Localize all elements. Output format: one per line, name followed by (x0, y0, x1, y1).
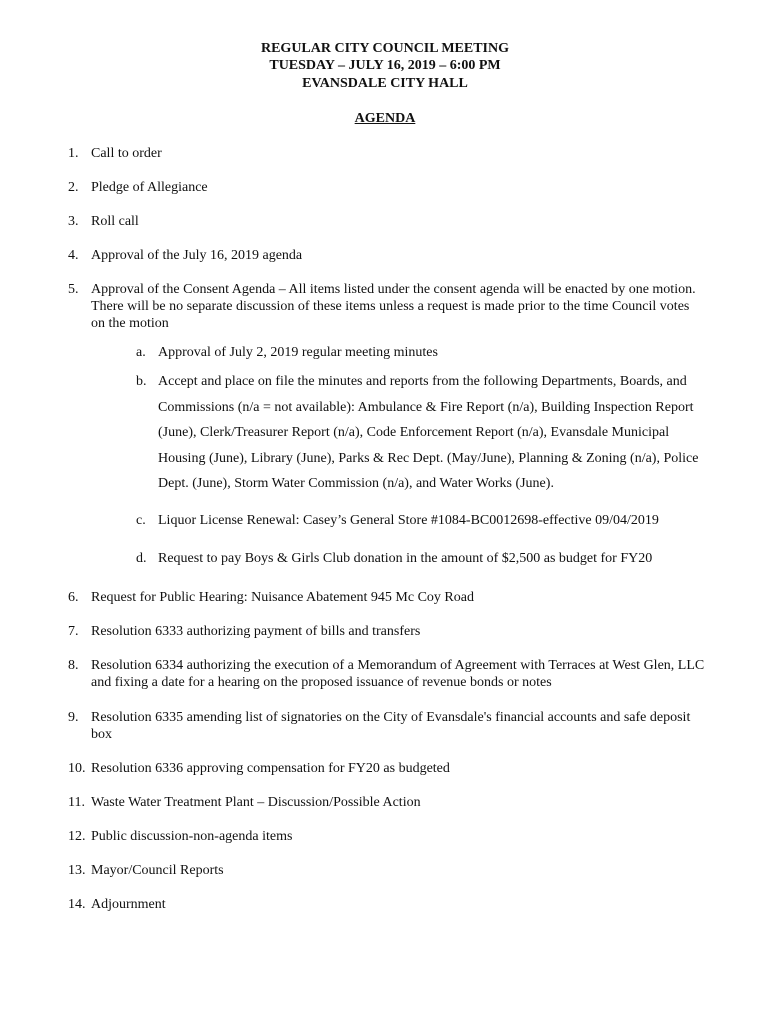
meeting-location: EVANSDALE CITY HALL (302, 76, 468, 91)
subitem-text-line: Commissions (n/a = not available): Ambulance & Fire Report (n/a), Building Inspection Report (158, 399, 694, 415)
item-number: 4. (68, 248, 79, 263)
item-text: Adjournment (91, 897, 166, 912)
meeting-title: REGULAR CITY COUNCIL MEETING (260, 41, 509, 56)
item-number: 9. (68, 710, 79, 725)
item-number: 7. (68, 624, 79, 639)
agenda-heading: AGENDA (354, 111, 416, 126)
subitem-letter: d. (136, 551, 147, 566)
item-text: Resolution 6336 approving compensation for FY20 as budgeted (91, 761, 450, 776)
item-text-line: Resolution 6334 authorizing the execution of a Memorandum of Agreement with Terraces at West Glen, LLC (91, 658, 705, 673)
item-number: 3. (68, 214, 79, 229)
item-number: 5. (68, 282, 79, 297)
item-text: Approval of the July 16, 2019 agenda (91, 248, 303, 263)
subitem-letter: b. (136, 374, 147, 389)
subitem-letter: a. (136, 345, 146, 360)
item-text-line: box (91, 727, 112, 742)
subitem-text-line: Liquor License Renewal: Casey’s General Store #1084-BC0012698-effective 09/04/2019 (158, 513, 659, 528)
item-number: 2. (68, 180, 79, 195)
meeting-datetime: TUESDAY – JULY 16, 2019 – 6:00 PM (269, 58, 501, 73)
item-text: Call to order (91, 146, 162, 161)
item-number: 13. (68, 863, 86, 878)
item-text: Resolution 6333 authorizing payment of bills and transfers (91, 624, 421, 639)
item-number: 1. (68, 146, 79, 161)
item-number: 6. (68, 590, 79, 605)
subitem-text-line: Request to pay Boys & Girls Club donation in the amount of $2,500 as budget for FY20 (158, 551, 653, 566)
item-number: 12. (68, 829, 86, 844)
item-text: Pledge of Allegiance (91, 180, 208, 195)
subitem-letter: c. (136, 513, 146, 528)
item-text: Waste Water Treatment Plant – Discussion/Possible Action (91, 795, 421, 810)
item-text: Roll call (91, 214, 139, 229)
item-text: Request for Public Hearing: Nuisance Abatement 945 Mc Coy Road (91, 590, 474, 605)
item-text-line: There will be no separate discussion of these items unless a request is made prior to the time Council votes (91, 299, 690, 314)
item-text-line: and fixing a date for a hearing on the proposed issuance of revenue bonds or notes (91, 675, 552, 690)
item-text-line: Approval of the Consent Agenda – All items listed under the consent agenda will be enacted by one motion. (91, 282, 696, 297)
item-text-line: on the motion (91, 316, 169, 331)
subitem-text-line: Accept and place on file the minutes and reports from the following Departments, Boards, and (158, 374, 687, 389)
item-number: 14. (68, 897, 86, 912)
item-text: Mayor/Council Reports (91, 863, 224, 878)
item-number: 10. (68, 761, 86, 776)
item-text-line: Resolution 6335 amending list of signatories on the City of Evansdale's financial accounts and safe deposit (91, 710, 691, 725)
subitem-text-line: Housing (June), Library (June), Parks & Rec Dept. (May/June), Planning & Zoning (n/a), Police (158, 450, 699, 466)
item-number: 11. (68, 795, 85, 810)
subitem-text-line: Approval of July 2, 2019 regular meeting minutes (158, 345, 438, 360)
item-text: Public discussion-non-agenda items (91, 829, 293, 844)
subitem-text-line: Dept. (June), Storm Water Commission (n/a), and Water Works (June). (158, 476, 554, 491)
subitem-text-line: (June), Clerk/Treasurer Report (n/a), Code Enforcement Report (n/a), Evansdale Municipal (158, 425, 670, 440)
item-number: 8. (68, 658, 79, 673)
